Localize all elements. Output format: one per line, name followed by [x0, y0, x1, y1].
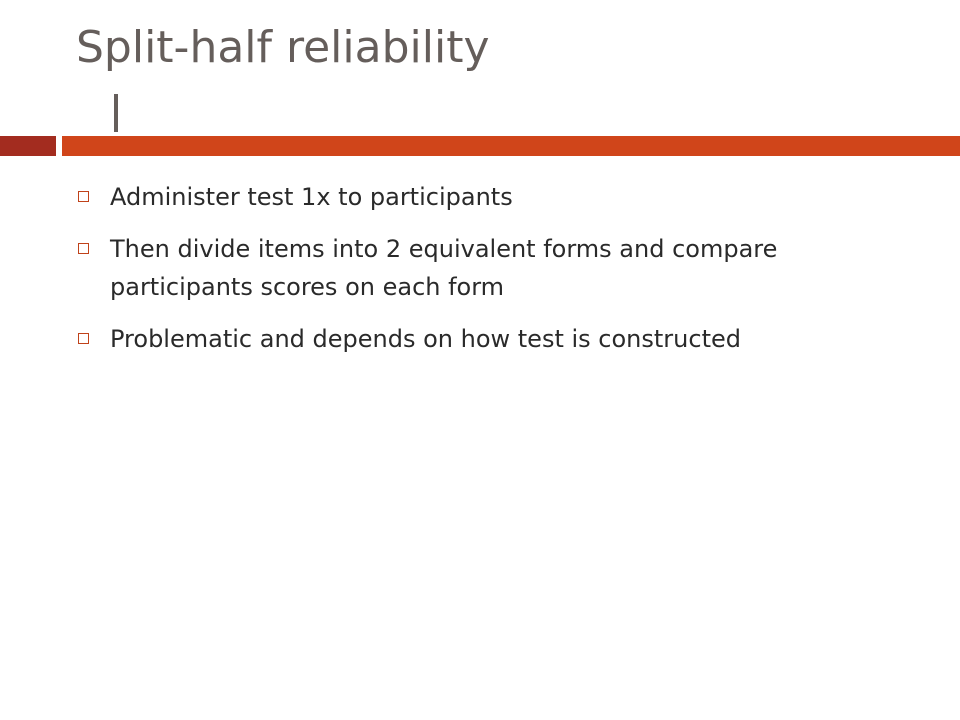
square-bullet-icon: [78, 333, 89, 344]
bullet-text: Problematic and depends on how test is constructed: [110, 325, 741, 353]
bullet-item: [76, 320, 896, 358]
text-cursor: [114, 94, 118, 132]
square-bullet-icon: [78, 191, 89, 202]
bullet-text: Then divide items into 2 equivalent forms and compare participants scores on each form: [110, 235, 778, 301]
slide-title: Split-half reliability: [76, 22, 490, 73]
title-rule-bar: [62, 136, 960, 156]
bullet-item: [76, 230, 896, 306]
square-bullet-icon: [78, 243, 89, 254]
title-rule-accent: [0, 136, 56, 156]
bullet-list: [76, 178, 896, 372]
bullet-item: [76, 178, 896, 216]
bullet-text: Administer test 1x to participants: [110, 183, 513, 211]
